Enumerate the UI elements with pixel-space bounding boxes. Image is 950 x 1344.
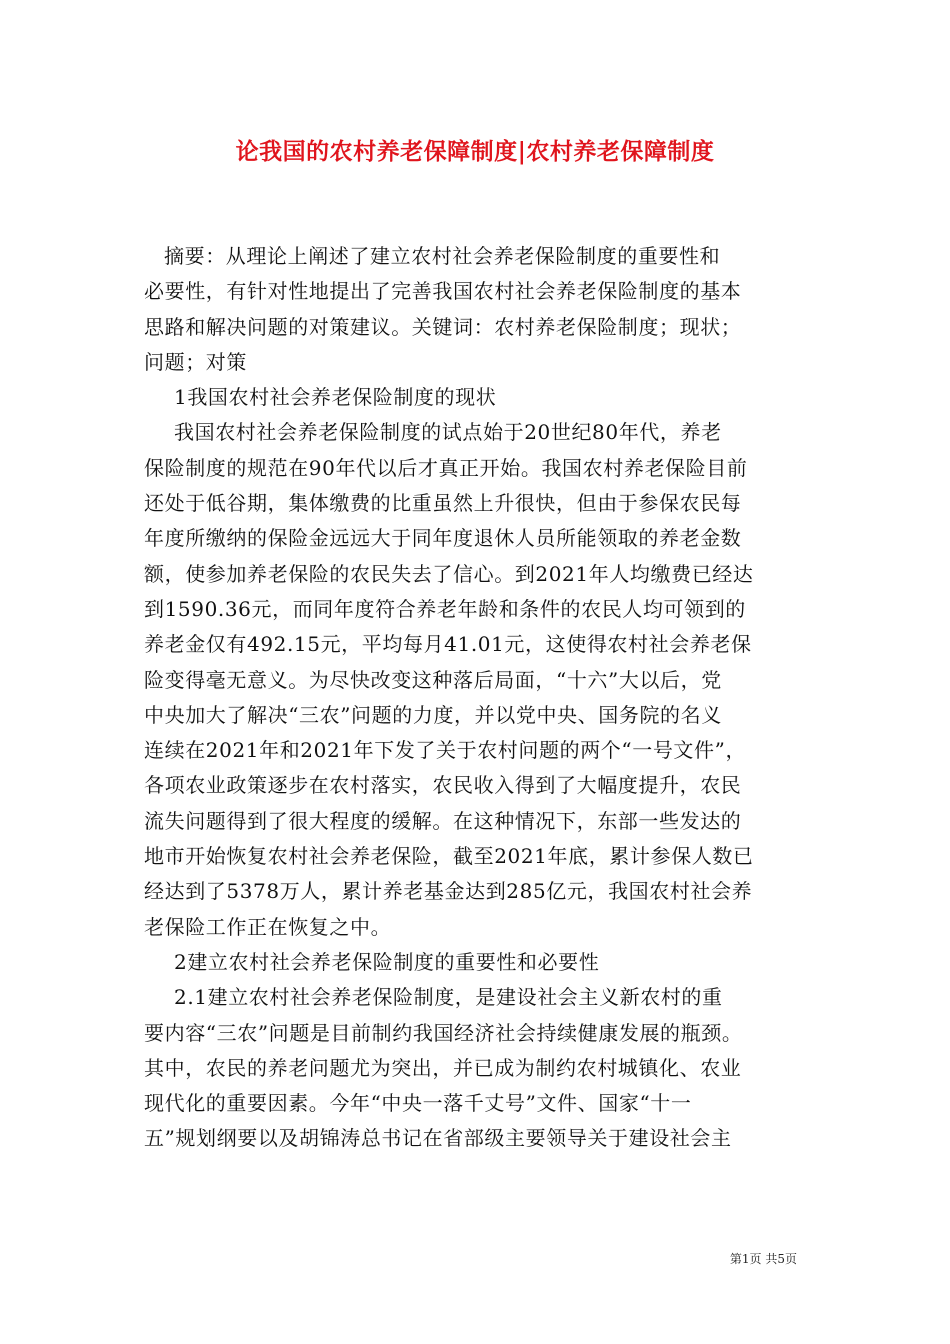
text-line: 保险制度的规范在90年代以后才真正开始。我国农村养老保险目前 <box>144 455 748 480</box>
footer-page-number: 1 <box>741 1252 750 1266</box>
text-line: 要内容“三农”问题是目前制约我国经济社会持续健康发展的瓶颈。 <box>144 1020 743 1045</box>
footer-prefix: 第 <box>729 1252 742 1266</box>
text-line: 地市开始恢复农村社会养老保险，截至2021年底，累计参保人数已 <box>144 844 754 869</box>
text-line: 到1590.36元，而同年度符合养老年龄和条件的农民人均可领到的 <box>144 596 746 621</box>
text-line: 摘要：从理论上阐述了建立农村社会养老保险制度的重要性和 <box>164 244 721 268</box>
text-line: 经达到了5378万人，累计养老基金达到285亿元，我国农村社会养 <box>144 879 753 904</box>
text-line: 其中，农民的养老问题尤为突出，并已成为制约农村城镇化、农业 <box>144 1055 742 1080</box>
text-line: 问题；对策 <box>144 349 247 374</box>
text-line: 思路和解决问题的对策建议。关键词：农村养老保险制度；现状； <box>144 314 742 339</box>
text-line: 我国农村社会养老保险制度的试点始于20世纪80年代，养老 <box>174 420 722 445</box>
text-line: 2建立农村社会养老保险制度的重要性和必要性 <box>174 949 600 974</box>
document-body <box>144 239 814 1157</box>
text-line: 现代化的重要因素。今年“中央一落千丈号”文件、国家“十一 <box>144 1091 692 1116</box>
text-line: 必要性，有针对性地提出了完善我国农村社会养老保险制度的基本 <box>144 279 742 304</box>
text-line: 年度所缴纳的保险金远远大于同年度退休人员所能领取的养老金数 <box>144 526 742 551</box>
document-title: 论我国的农村养老保障制度|农村养老保障制度 <box>235 138 715 165</box>
text-line: 2.1建立农村社会养老保险制度，是建设社会主义新农村的重 <box>174 985 723 1010</box>
text-line: 流失问题得到了很大程度的缓解。在这种情况下，东部一些发达的 <box>144 808 742 833</box>
footer-middle: 页 共 <box>749 1252 778 1266</box>
footer-total-pages: 5 <box>777 1252 785 1266</box>
text-line: 各项农业政策逐步在农村落实，农民收入得到了大幅度提升，农民 <box>144 773 742 798</box>
page-footer <box>730 1250 797 1267</box>
text-line: 1我国农村社会养老保险制度的现状 <box>174 385 497 410</box>
text-line: 中央加大了解决“三农”问题的力度，并以党中央、国务院的名义 <box>144 702 722 727</box>
text-line: 养老金仅有492.15元，平均每月41.01元，这使得农村社会养老保 <box>144 632 752 657</box>
text-line: 五”规划纲要以及胡锦涛总书记在省部级主要领导关于建设社会主 <box>144 1126 732 1151</box>
text-line: 还处于低谷期，集体缴费的比重虽然上升很快，但由于参保农民每 <box>144 491 742 516</box>
text-line: 连续在2021年和2021年下发了关于农村问题的两个“一号文件”， <box>144 738 747 763</box>
text-line: 老保险工作正在恢复之中。 <box>144 914 392 939</box>
text-line: 额，使参加养老保险的农民失去了信心。到2021年人均缴费已经达 <box>144 561 754 586</box>
footer-suffix: 页 <box>784 1252 797 1266</box>
text-line: 险变得毫无意义。为尽快改变这种落后局面，“十六”大以后，党 <box>144 667 722 692</box>
